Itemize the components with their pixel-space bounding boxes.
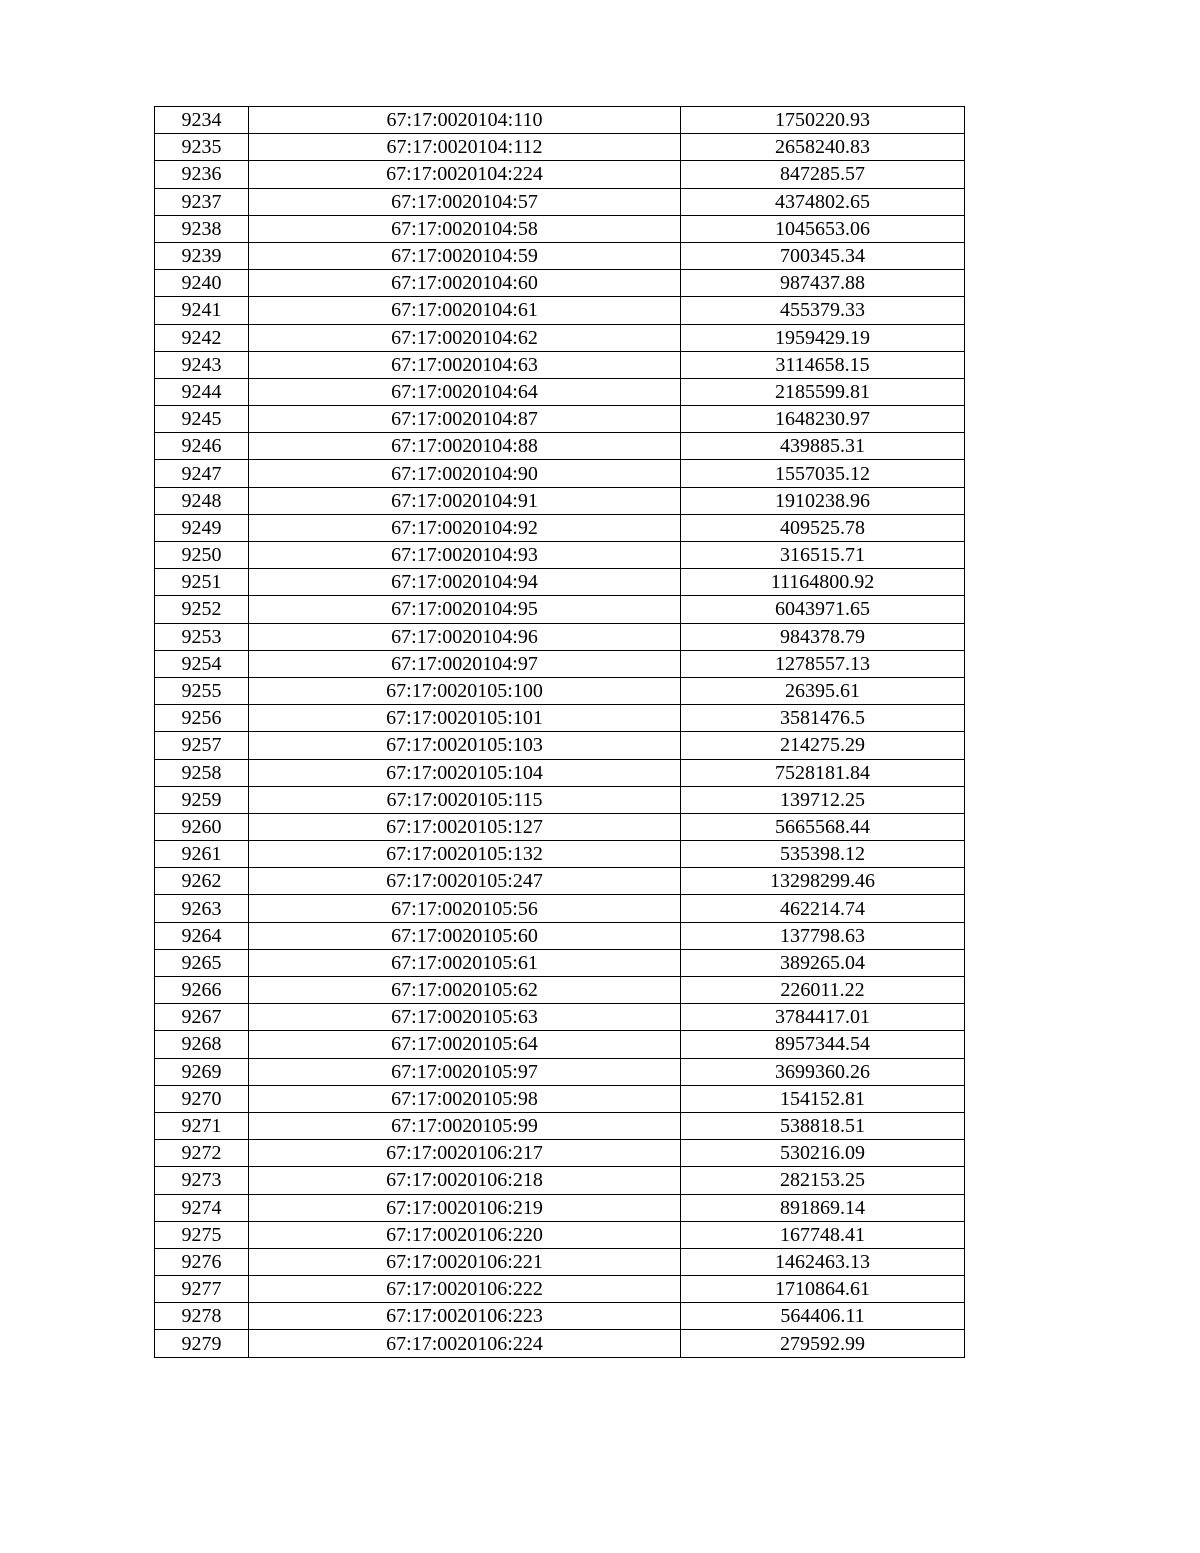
row-number-cell: 9243	[155, 351, 249, 378]
cadastral-number-cell: 67:17:0020105:62	[249, 977, 681, 1004]
table-body	[155, 107, 965, 1358]
cadastral-number-cell: 67:17:0020104:110	[249, 107, 681, 134]
row-number-cell: 9252	[155, 596, 249, 623]
value-cell: 26395.61	[681, 677, 965, 704]
value-cell: 11164800.92	[681, 569, 965, 596]
table-row	[155, 1248, 965, 1275]
cadastral-number-cell: 67:17:0020104:90	[249, 460, 681, 487]
table-row	[155, 650, 965, 677]
value-cell: 564406.11	[681, 1303, 965, 1330]
table-row	[155, 895, 965, 922]
row-number-cell: 9271	[155, 1112, 249, 1139]
cadastral-number-cell: 67:17:0020105:115	[249, 786, 681, 813]
value-cell: 439885.31	[681, 433, 965, 460]
value-cell: 1557035.12	[681, 460, 965, 487]
table-row	[155, 270, 965, 297]
table-row	[155, 514, 965, 541]
row-number-cell: 9265	[155, 949, 249, 976]
cadastral-number-cell: 67:17:0020105:100	[249, 677, 681, 704]
value-cell: 891869.14	[681, 1194, 965, 1221]
table-row	[155, 949, 965, 976]
table-row	[155, 433, 965, 460]
row-number-cell: 9235	[155, 134, 249, 161]
table-row	[155, 1221, 965, 1248]
row-number-cell: 9259	[155, 786, 249, 813]
cadastral-number-cell: 67:17:0020104:61	[249, 297, 681, 324]
row-number-cell: 9236	[155, 161, 249, 188]
table-row	[155, 813, 965, 840]
table-row	[155, 977, 965, 1004]
value-cell: 1710864.61	[681, 1276, 965, 1303]
table-row	[155, 487, 965, 514]
value-cell: 6043971.65	[681, 596, 965, 623]
row-number-cell: 9267	[155, 1004, 249, 1031]
cadastral-number-cell: 67:17:0020105:247	[249, 868, 681, 895]
cadastral-number-cell: 67:17:0020104:97	[249, 650, 681, 677]
cadastral-number-cell: 67:17:0020104:59	[249, 242, 681, 269]
row-number-cell: 9247	[155, 460, 249, 487]
value-cell: 1648230.97	[681, 406, 965, 433]
value-cell: 139712.25	[681, 786, 965, 813]
cadastral-number-cell: 67:17:0020106:220	[249, 1221, 681, 1248]
cadastral-number-cell: 67:17:0020104:95	[249, 596, 681, 623]
row-number-cell: 9276	[155, 1248, 249, 1275]
value-cell: 700345.34	[681, 242, 965, 269]
table-row	[155, 1303, 965, 1330]
value-cell: 1462463.13	[681, 1248, 965, 1275]
table-row	[155, 1031, 965, 1058]
row-number-cell: 9245	[155, 406, 249, 433]
table-row	[155, 351, 965, 378]
value-cell: 137798.63	[681, 922, 965, 949]
value-cell: 455379.33	[681, 297, 965, 324]
value-cell: 847285.57	[681, 161, 965, 188]
cadastral-number-cell: 67:17:0020105:101	[249, 705, 681, 732]
value-cell: 535398.12	[681, 841, 965, 868]
value-cell: 1750220.93	[681, 107, 965, 134]
row-number-cell: 9248	[155, 487, 249, 514]
cadastral-number-cell: 67:17:0020105:132	[249, 841, 681, 868]
table-row	[155, 1085, 965, 1112]
table-row	[155, 1004, 965, 1031]
cadastral-number-cell: 67:17:0020104:112	[249, 134, 681, 161]
cadastral-number-cell: 67:17:0020104:87	[249, 406, 681, 433]
row-number-cell: 9242	[155, 324, 249, 351]
table-row	[155, 759, 965, 786]
row-number-cell: 9239	[155, 242, 249, 269]
value-cell: 279592.99	[681, 1330, 965, 1357]
row-number-cell: 9254	[155, 650, 249, 677]
value-cell: 1910238.96	[681, 487, 965, 514]
value-cell: 282153.25	[681, 1167, 965, 1194]
row-number-cell: 9255	[155, 677, 249, 704]
table-row	[155, 1058, 965, 1085]
value-cell: 167748.41	[681, 1221, 965, 1248]
value-cell: 987437.88	[681, 270, 965, 297]
table-row	[155, 1276, 965, 1303]
cadastral-number-cell: 67:17:0020105:63	[249, 1004, 681, 1031]
value-cell: 5665568.44	[681, 813, 965, 840]
table-row	[155, 188, 965, 215]
value-cell: 2658240.83	[681, 134, 965, 161]
row-number-cell: 9277	[155, 1276, 249, 1303]
cadastral-number-cell: 67:17:0020106:217	[249, 1140, 681, 1167]
cadastral-number-cell: 67:17:0020105:60	[249, 922, 681, 949]
table-row	[155, 705, 965, 732]
row-number-cell: 9263	[155, 895, 249, 922]
row-number-cell: 9253	[155, 623, 249, 650]
row-number-cell: 9256	[155, 705, 249, 732]
row-number-cell: 9262	[155, 868, 249, 895]
cadastral-number-cell: 67:17:0020106:224	[249, 1330, 681, 1357]
cadastral-number-cell: 67:17:0020105:99	[249, 1112, 681, 1139]
row-number-cell: 9241	[155, 297, 249, 324]
cadastral-number-cell: 67:17:0020104:93	[249, 542, 681, 569]
table-row	[155, 406, 965, 433]
cadastral-number-cell: 67:17:0020105:103	[249, 732, 681, 759]
cadastral-number-cell: 67:17:0020105:97	[249, 1058, 681, 1085]
value-cell: 214275.29	[681, 732, 965, 759]
table-row	[155, 378, 965, 405]
value-cell: 7528181.84	[681, 759, 965, 786]
row-number-cell: 9250	[155, 542, 249, 569]
table-row	[155, 1330, 965, 1357]
row-number-cell: 9274	[155, 1194, 249, 1221]
table-row	[155, 596, 965, 623]
cadastral-number-cell: 67:17:0020104:62	[249, 324, 681, 351]
row-number-cell: 9261	[155, 841, 249, 868]
cadastral-value-table	[154, 106, 965, 1358]
row-number-cell: 9238	[155, 215, 249, 242]
value-cell: 1278557.13	[681, 650, 965, 677]
row-number-cell: 9266	[155, 977, 249, 1004]
value-cell: 3784417.01	[681, 1004, 965, 1031]
value-cell: 13298299.46	[681, 868, 965, 895]
row-number-cell: 9268	[155, 1031, 249, 1058]
row-number-cell: 9279	[155, 1330, 249, 1357]
row-number-cell: 9237	[155, 188, 249, 215]
table-row	[155, 677, 965, 704]
row-number-cell: 9264	[155, 922, 249, 949]
row-number-cell: 9244	[155, 378, 249, 405]
table-row	[155, 623, 965, 650]
cadastral-number-cell: 67:17:0020105:127	[249, 813, 681, 840]
value-cell: 316515.71	[681, 542, 965, 569]
row-number-cell: 9258	[155, 759, 249, 786]
row-number-cell: 9240	[155, 270, 249, 297]
value-cell: 538818.51	[681, 1112, 965, 1139]
table-row	[155, 460, 965, 487]
row-number-cell: 9275	[155, 1221, 249, 1248]
cadastral-number-cell: 67:17:0020104:57	[249, 188, 681, 215]
row-number-cell: 9272	[155, 1140, 249, 1167]
value-cell: 154152.81	[681, 1085, 965, 1112]
row-number-cell: 9257	[155, 732, 249, 759]
cadastral-number-cell: 67:17:0020106:222	[249, 1276, 681, 1303]
value-cell: 4374802.65	[681, 188, 965, 215]
table-row	[155, 1167, 965, 1194]
value-cell: 2185599.81	[681, 378, 965, 405]
table-row	[155, 297, 965, 324]
row-number-cell: 9273	[155, 1167, 249, 1194]
cadastral-number-cell: 67:17:0020104:91	[249, 487, 681, 514]
cadastral-number-cell: 67:17:0020106:221	[249, 1248, 681, 1275]
value-cell: 3581476.5	[681, 705, 965, 732]
cadastral-number-cell: 67:17:0020104:63	[249, 351, 681, 378]
cadastral-number-cell: 67:17:0020104:96	[249, 623, 681, 650]
table-row	[155, 242, 965, 269]
table-row	[155, 107, 965, 134]
table-row	[155, 732, 965, 759]
cadastral-number-cell: 67:17:0020105:64	[249, 1031, 681, 1058]
table-row	[155, 324, 965, 351]
cadastral-number-cell: 67:17:0020104:60	[249, 270, 681, 297]
cadastral-number-cell: 67:17:0020104:92	[249, 514, 681, 541]
value-cell: 409525.78	[681, 514, 965, 541]
row-number-cell: 9270	[155, 1085, 249, 1112]
table-row	[155, 1194, 965, 1221]
cadastral-number-cell: 67:17:0020104:94	[249, 569, 681, 596]
table-row	[155, 922, 965, 949]
cadastral-number-cell: 67:17:0020106:223	[249, 1303, 681, 1330]
table-row	[155, 161, 965, 188]
table-row	[155, 569, 965, 596]
value-cell: 3699360.26	[681, 1058, 965, 1085]
value-cell: 389265.04	[681, 949, 965, 976]
table-row	[155, 215, 965, 242]
value-cell: 226011.22	[681, 977, 965, 1004]
cadastral-number-cell: 67:17:0020104:58	[249, 215, 681, 242]
cadastral-number-cell: 67:17:0020105:104	[249, 759, 681, 786]
row-number-cell: 9278	[155, 1303, 249, 1330]
table-row	[155, 542, 965, 569]
cadastral-number-cell: 67:17:0020106:218	[249, 1167, 681, 1194]
value-cell: 1959429.19	[681, 324, 965, 351]
row-number-cell: 9249	[155, 514, 249, 541]
table-row	[155, 841, 965, 868]
table-row	[155, 868, 965, 895]
value-cell: 8957344.54	[681, 1031, 965, 1058]
value-cell: 3114658.15	[681, 351, 965, 378]
cadastral-number-cell: 67:17:0020105:56	[249, 895, 681, 922]
cadastral-number-cell: 67:17:0020104:64	[249, 378, 681, 405]
row-number-cell: 9260	[155, 813, 249, 840]
table-row	[155, 786, 965, 813]
cadastral-number-cell: 67:17:0020104:224	[249, 161, 681, 188]
cadastral-number-cell: 67:17:0020106:219	[249, 1194, 681, 1221]
table-row	[155, 1140, 965, 1167]
row-number-cell: 9246	[155, 433, 249, 460]
cadastral-number-cell: 67:17:0020104:88	[249, 433, 681, 460]
value-cell: 984378.79	[681, 623, 965, 650]
value-cell: 462214.74	[681, 895, 965, 922]
value-cell: 530216.09	[681, 1140, 965, 1167]
table-row	[155, 1112, 965, 1139]
row-number-cell: 9251	[155, 569, 249, 596]
table-row	[155, 134, 965, 161]
cadastral-number-cell: 67:17:0020105:98	[249, 1085, 681, 1112]
row-number-cell: 9234	[155, 107, 249, 134]
cadastral-number-cell: 67:17:0020105:61	[249, 949, 681, 976]
value-cell: 1045653.06	[681, 215, 965, 242]
row-number-cell: 9269	[155, 1058, 249, 1085]
